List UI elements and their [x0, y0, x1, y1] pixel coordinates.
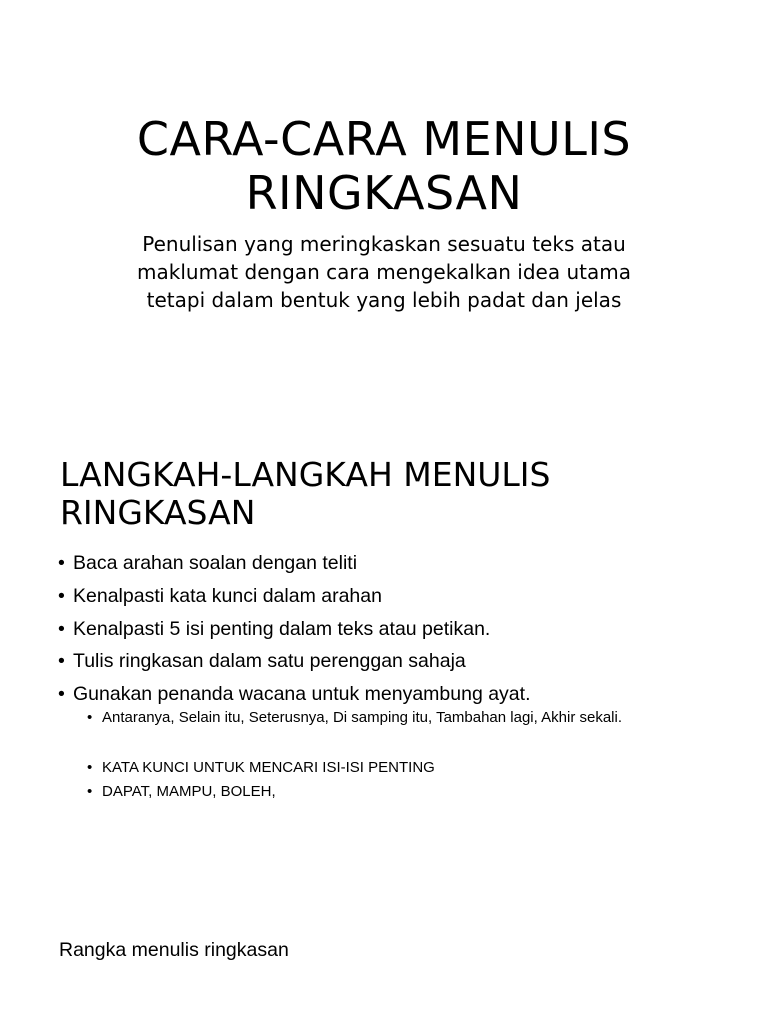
section-heading — [60, 456, 720, 532]
list-item: • DAPAT, MAMPU, BOLEH, — [87, 780, 747, 804]
steps-list — [58, 547, 738, 711]
subtitle-line-1: Penulisan yang meringkaskan sesuatu teks atau — [142, 232, 626, 256]
title-line-2: RINGKASAN — [245, 166, 523, 220]
footer-text: Rangka menulis ringkasan — [59, 939, 289, 961]
list-item: • Antaranya, Selain itu, Seterusnya, Di samping itu, Tambahan lagi, Akhir sekali. — [87, 706, 747, 730]
list-item: • Tulis ringkasan dalam satu perenggan sahaja — [58, 645, 738, 678]
list-item: • Baca arahan soalan dengan teliti — [58, 547, 738, 580]
title-line-1: CARA-CARA MENULIS — [136, 112, 632, 166]
subtitle — [80, 230, 688, 314]
list-item: • Kenalpasti 5 isi penting dalam teks atau petikan. — [58, 613, 738, 646]
page-title — [60, 112, 708, 220]
heading-line-2: RINGKASAN — [60, 493, 256, 532]
list-item: • KATA KUNCI UNTUK MENCARI ISI-ISI PENTING — [87, 756, 747, 780]
list-item: • Gunakan penanda wacana untuk menyambung ayat. — [58, 678, 738, 711]
connector-words-list — [87, 706, 747, 730]
heading-line-1: LANGKAH-LANGKAH MENULIS — [60, 455, 551, 494]
slide-title-section — [0, 0, 768, 400]
keywords-list — [87, 756, 747, 804]
list-item: • Kenalpasti kata kunci dalam arahan — [58, 580, 738, 613]
subtitle-line-3: tetapi dalam bentuk yang lebih padat dan jelas — [146, 288, 622, 312]
subtitle-line-2: maklumat dengan cara mengekalkan idea utama — [137, 260, 631, 284]
